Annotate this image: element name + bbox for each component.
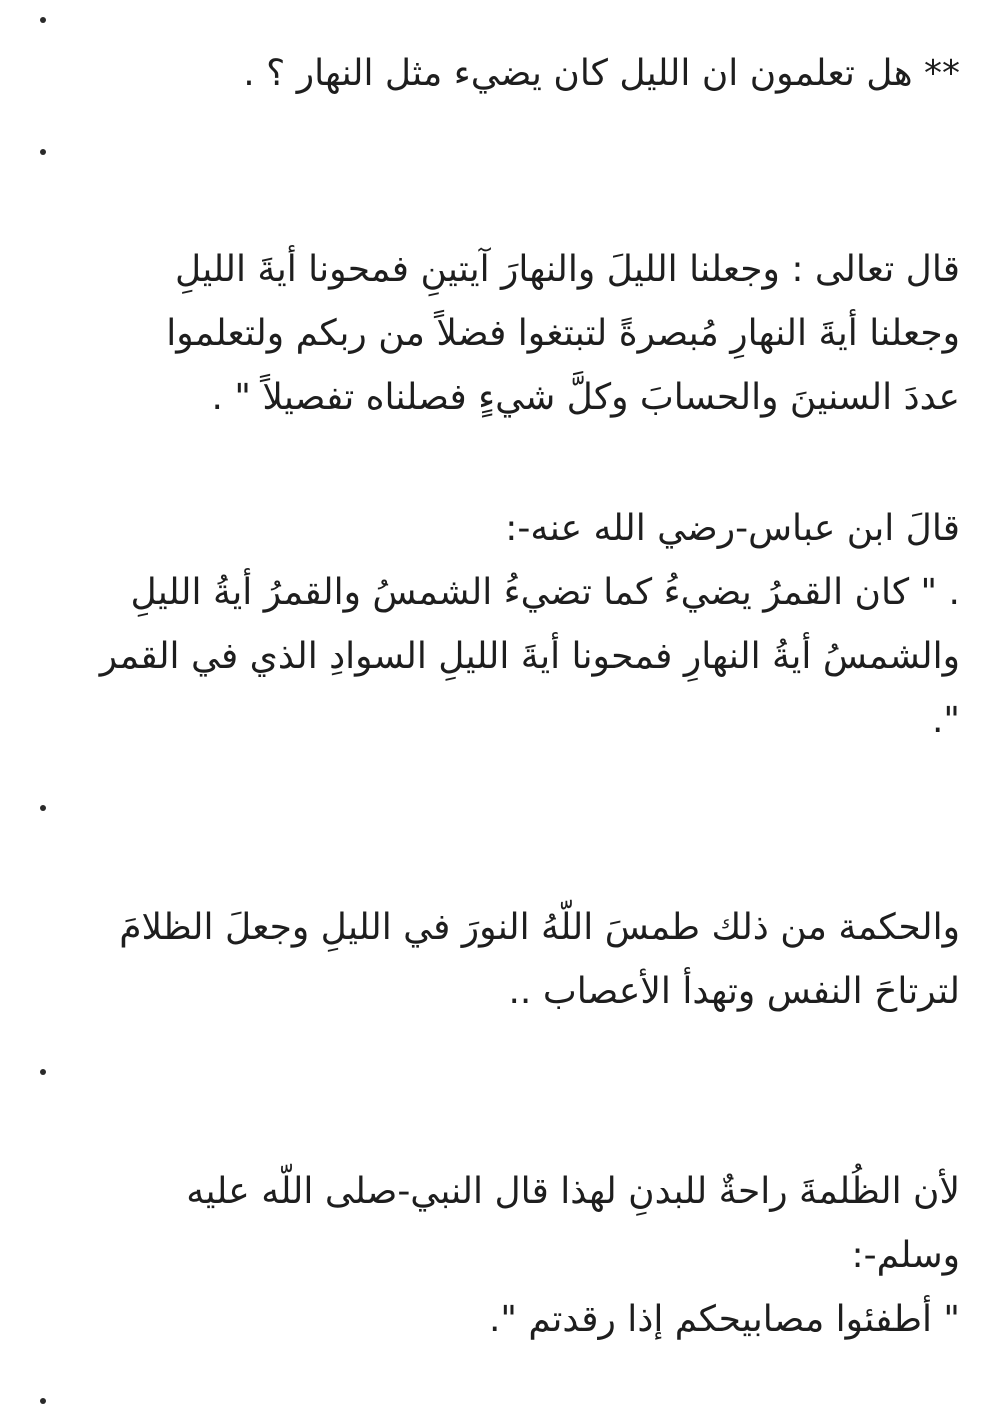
bullet-1 [40, 17, 46, 23]
ibn-abbas-line-1: قالَ ابن عباس-رضي الله عنه-: [505, 508, 960, 549]
verse-paragraph [40, 238, 960, 430]
bullet-2 [40, 149, 46, 155]
question-paragraph [40, 42, 960, 106]
hadith-line-3: " أطفئوا مصابيحكم إذا رقدتم ". [488, 1299, 960, 1340]
bullet-3 [40, 805, 46, 811]
wisdom-paragraph [40, 896, 960, 1024]
wisdom-line-1: والحكمة من ذلك طمسَ اللّهُ النورَ في الليلِ وجعلَ الظلامَ [119, 907, 960, 948]
hadith-line-2: وسلم-: [851, 1235, 960, 1276]
ibn-abbas-paragraph [40, 497, 960, 753]
ibn-abbas-line-4: ". [931, 700, 960, 741]
question-text: ** هل تعلمون ان الليل كان يضيء مثل النهار ؟ . [243, 53, 960, 94]
verse-line-3: عددَ السنينَ والحسابَ وكلَّ شيءٍ فصلناه تفصيلاً " . [211, 377, 960, 418]
wisdom-line-2: لترتاحَ النفس وتهدأ الأعصاب .. [508, 971, 960, 1012]
bullet-4 [40, 1069, 46, 1075]
verse-line-1: قال تعالى : وجعلنا الليلَ والنهارَ آيتينِ فمحونا أيةَ الليلِ [174, 249, 960, 290]
ibn-abbas-line-3: والشمسُ أيةُ النهارِ فمحونا أيةَ الليلِ السوادِ الذي في القمر [99, 636, 960, 677]
hadith-paragraph [40, 1160, 960, 1352]
hadith-line-1: لأن الظُلمةَ راحةٌ للبدنِ لهذا قال النبي-صلى اللّه عليه [186, 1171, 960, 1212]
verse-line-2: وجعلنا أيةَ النهارِ مُبصرةً لتبتغوا فضلاً من ربكم ولتعلموا [166, 313, 960, 354]
ibn-abbas-line-2: . " كان القمرُ يضيءُ كما تضيءُ الشمسُ والقمرُ أيةُ الليلِ [130, 572, 960, 613]
bullet-5 [40, 1398, 46, 1404]
